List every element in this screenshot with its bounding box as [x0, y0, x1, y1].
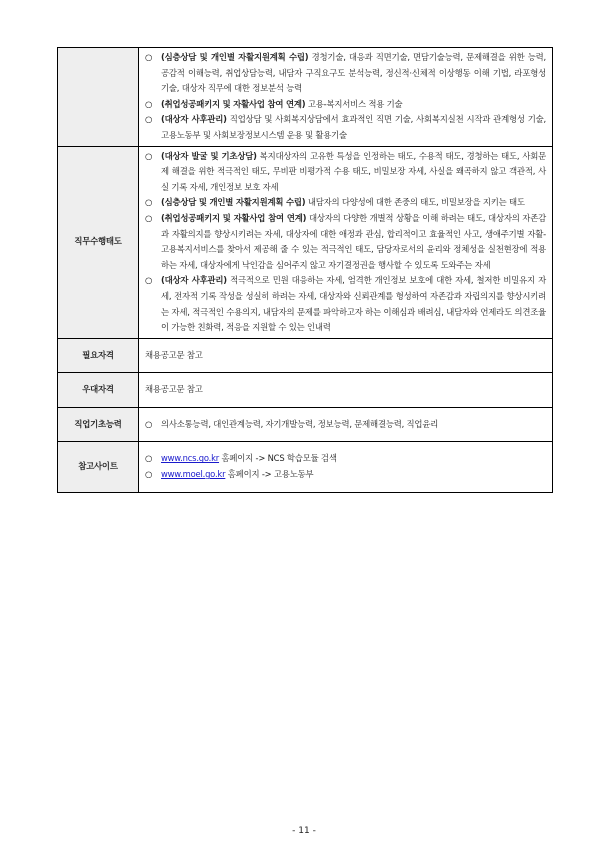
list-item	[145, 112, 546, 143]
list-item	[145, 273, 546, 335]
circle-bullet-icon: ○	[145, 212, 153, 223]
row-content	[139, 146, 553, 338]
circle-bullet-icon: ○	[145, 418, 153, 429]
list-item	[145, 195, 546, 211]
row-header: 직업기초능력	[58, 407, 139, 442]
row-header: 우대자격	[58, 373, 139, 408]
list-item	[145, 451, 546, 467]
moel-link[interactable]: www.moel.go.kr	[161, 469, 226, 480]
circle-bullet-icon: ○	[145, 150, 153, 161]
list-item	[145, 50, 546, 97]
item-title: (심층상담 및 개인별 자활지원계획 수립)	[161, 52, 309, 62]
table-row	[58, 48, 553, 147]
item-text: 경청기술, 대응과 직면기술, 면담기술능력, 문제해결을 위한 능력, 공감적 이해능력, 취업상담능력, 내담자 구직요구도 분석능력, 정신적·신체적 이상행동 이해 기법, 라포형성 기술, 대상자 직무에 대한 정보분석 능력	[161, 52, 546, 94]
list-item	[145, 149, 546, 196]
item-title: (대상자 사후관리)	[161, 114, 227, 125]
item-title: (대상자 발굴 및 기초상담)	[161, 150, 257, 161]
item-title: (취업성공패키지 및 자활사업 참여 연계)	[161, 98, 306, 109]
circle-bullet-icon: ○	[145, 52, 153, 62]
row-content	[139, 48, 553, 147]
item-text: 직업상담 및 사회복지상담에서 효과적인 직면 기술, 사회복지실천 시작과 관계형성 기술, 고용노동부 및 사회보장정보시스템 운용 및 활용기술	[161, 114, 547, 140]
circle-bullet-icon: ○	[145, 197, 153, 208]
item-text: 의사소통능력, 대인관계능력, 자기개발능력, 정보능력, 문제해결능력, 직업윤리	[161, 418, 439, 429]
circle-bullet-icon: ○	[145, 453, 153, 464]
table-row	[58, 373, 553, 408]
row-header: 참고사이트	[58, 442, 139, 492]
circle-bullet-icon: ○	[145, 114, 153, 125]
item-text: 대상자의 다양한 개별적 상황을 이해 하려는 태도, 대상자의 자존감과 자활의지를 향상시키려는 자세, 대상자에 대한 애정과 관심, 합리적이고 효율적인 사고, 생애주기별 자활-고용복지서비스를 찾아서 제공해 줄 수 있는 적극적인 태도, 담당자로서의 윤리와 정체성을 실천현장에 적용하는 자세, 대상자에게 낙인감을 심어주지 않고 자기결정권을 행사할 수 있도록 도와주는 자세	[161, 212, 546, 270]
table-row	[58, 338, 553, 373]
list-item	[145, 467, 546, 483]
item-text: 복지대상자의 고유한 특성을 인정하는 태도, 수용적 태도, 경청하는 태도, 사회문제 해결을 위한 적극적인 태도, 무비판 비평가적 수용 태도, 비밀보장 자세, 사실을 왜곡하지 않고 객관적, 사실 기록 자세, 개인정보 보호 자세	[161, 150, 546, 192]
ncs-link[interactable]: www.ncs.go.kr	[161, 453, 220, 464]
item-text: 홈페이지 -> 고용노동부	[225, 469, 314, 480]
job-spec-table	[57, 47, 553, 493]
table-row	[58, 442, 553, 492]
item-text: 홈페이지 -> NCS 학습모듈 검색	[219, 453, 337, 464]
list-item	[145, 97, 546, 113]
circle-bullet-icon: ○	[145, 98, 153, 109]
item-title: (심층상담 및 개인별 자활지원계획 수립)	[161, 197, 306, 208]
circle-bullet-icon: ○	[145, 469, 153, 480]
row-content	[139, 407, 553, 442]
row-header	[58, 48, 139, 147]
item-text: 내담자의 다양성에 대한 존중의 태도, 비밀보장을 지키는 태도	[305, 197, 525, 208]
row-content: 채용공고문 참고	[139, 338, 553, 373]
item-text: 고용-복지서비스 적용 기술	[305, 98, 403, 109]
item-title: (취업성공패키지 및 자활사업 참여 연계)	[161, 212, 307, 223]
row-content	[139, 442, 553, 492]
table-row	[58, 407, 553, 442]
row-content: 채용공고문 참고	[139, 373, 553, 408]
table-row	[58, 146, 553, 338]
row-header: 직무수행태도	[58, 146, 139, 338]
item-title: (대상자 사후관리)	[161, 275, 227, 286]
circle-bullet-icon: ○	[145, 275, 153, 286]
list-item	[145, 211, 546, 273]
row-header: 필요자격	[58, 338, 139, 373]
item-text: 적극적으로 민원 대응하는 자세, 엄격한 개인정보 보호에 대한 자세, 철저한 비밀유지 자세, 전자적 기록 작성을 성실히 하려는 자세, 대상자와 신뢰관계를 형성하여 자존감과 자립의지를 향상시키려는 자세, 적극적인 수용의지, 내담자의 문제를 파악하고자 하는 이해심과 배려심, 내담자와 언제라도 의견조율이 가능한 친화력, 적응을 지원할 수 있는 인내력	[161, 275, 547, 333]
page-number: - 11 -	[292, 826, 316, 836]
